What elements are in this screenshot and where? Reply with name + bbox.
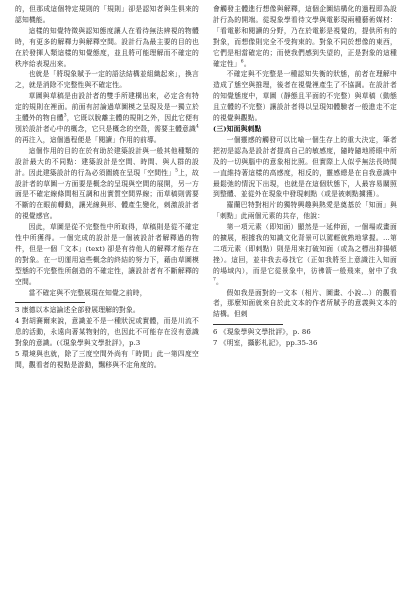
- paragraph-text: 草圖與草稿是由設計者的雙手所建構出來，必定含有特定的規則在裡面。前面有討論過草圖模之呈現及是一獨立於主體外的物自體: [15, 92, 199, 123]
- right-column: [213, 4, 397, 349]
- paragraph-text: 。: [243, 59, 251, 68]
- quote-paragraph: [213, 222, 397, 287]
- paragraph: [213, 4, 397, 69]
- footnote: 4 對胡賽爾來說，意識並不是一種狀況或實體，而是川流不息的活動，永遠向著某物射的，也因此不可能存在沒有意識對象的意識。(《現象學與文學批評》，p.3: [15, 317, 199, 348]
- paragraph-text: 上，故設計者的草圖一方面要是概念的呈現與空間的展開，另一方面是不確定線條間相互調和出實質空間界線；而草稿則需要不斷的在眼前轉動，讓光線與形、體產生變化，刺激設計者的視覺感官。: [15, 168, 200, 221]
- paragraph: [15, 91, 199, 146]
- footnote-marker: 6: [240, 59, 244, 65]
- footnote-marker: 7: [213, 277, 217, 283]
- footnote: 5 環境與也就，除了三度空間外尚有「時間」此一第四度空間，觀看者的視點是游動，飄移與不定角度的。: [15, 350, 199, 369]
- paragraph: 不確定與不完整是一種認知失衡的狀態，前者在理解中造成了態空與推理，後者在視覺裡產生了不協調。在設計者的知覺態度中，草圖（靜態且平面的不完整）與草稿（動態且立體的不完整）讓設計者得以呈現知體驗者一般進走不定的視覺與觀點。: [213, 70, 397, 123]
- footnote: 7 《明室，攝影札記》，pp.35-36: [213, 339, 318, 348]
- paragraph: 這樣的知覺特徵與認知態度讓人在看待無法辨視的物體時，有更多的解釋力與解釋空間。設計行為最主要的目的也在於發揮人類這樣的知覺態度，並且將可能理解而不確定的秩序給表現出來。: [15, 26, 199, 68]
- left-column: [15, 4, 199, 371]
- footnote-marker: 5: [175, 168, 179, 174]
- paragraph-text: 會觸發主體進行想像與解釋，這個企圖結構化的過程即為設計行為的開端。從現象學看待文學與電影現兩種藝術媒材：「看電影和閱讀的分野，乃在於電影是視覺的，提供所有的對象，而想像則完全不受拘束的。對象不同於想像的東西，它們是相當確定的；而使我們感到失望的，正是對象的這種確定性」: [213, 5, 397, 68]
- section-heading: (三)知面與刺點: [213, 124, 262, 133]
- footnote: 6 《現象學與文學批評》，p. 86: [213, 328, 311, 337]
- paragraph: 一個靈感的觸發可以比喻一個生存上的重大決定，筆者把初是認為是設計者提高自己的敏感度，隨時隨地將眼中所及的一切與腦中的意象相比照。但實際上人似乎無法長時間一直維持著這樣的高感度，相反的，靈感總是在自我意識中最鬆弛的情況下出現，也就是在這個狀態下，人最容易關照到整體、並從外在現象中發現刺點（或是被刺點擄獲）。: [213, 135, 397, 199]
- paragraph-text: 的再注入，這個過程便是「閱讀」作用的前導。: [15, 135, 161, 144]
- paragraph: 的，但那成這個特定規則的「規則」卻是認知者與生俱來的認知機能。: [15, 5, 199, 24]
- paragraph-text: 。: [216, 277, 223, 286]
- paragraph-text: 這個作用的目的在於有助於建築設計與一般其他種類的設計最大的不同點：建築設計是空間、時間、與人群的設計。因此建築設計的行為必須圍繞在呈現「空間性」: [15, 146, 199, 177]
- footnotes: [213, 327, 397, 349]
- footnote-marker: 3: [63, 113, 67, 119]
- paragraph: 也就是「將現象賦予一定的語法結構並組織起來」，換言之，就是消除不完整性與不確定性。: [15, 70, 199, 90]
- footnote-divider: [15, 302, 85, 303]
- paragraph: 羅蘭巴特對相片的獨特興趣與熱愛是奠基於「知面」與「刺點」此兩個元素的共存，他說：: [213, 201, 397, 221]
- paragraph-text: ，它既以脫離主體的規則之外，因此它便有別於設計者心中的概念，它只是概念的空殼，需要主體意識: [15, 114, 199, 133]
- paragraph: 因此，草圖是從不完整性中所取得，草稿則是從不確定性中所獲得。一個完成的設計是一個被設計者解釋過的物件，但是一個「文本」(text) 卻是有待他人的解釋才能存在的對象。在一切運用這些概念的終結的努力下，藉由草圖模型態的不完整性所創造的不確定性，讓設計者有不斷解釋的空間。: [15, 223, 199, 286]
- footnote: 3 康德以本這論述全部發展理解的對象。: [15, 306, 140, 315]
- paragraph: 當不確定與不完整展現在知覺之前時，: [28, 288, 147, 297]
- footnotes: [15, 305, 199, 370]
- footnote-divider: [213, 324, 283, 325]
- paragraph: 假如我是面對的一文本（相片、圖畫、小說…）的觀看者，那麼知面就來自於此文本的作者所賦予的意義與文本的結構。但刺: [213, 288, 397, 319]
- paragraph: [15, 146, 199, 222]
- paragraph-text: 第一項元素（即知面）顯然是一延伸面，一個場或畫面的擴展，根據我的知識文化背景可以駕輕就熟地掌握。…第二項元素（即刺點）則是用來打破知面（或為之標出抑揚頓挫）。這回，並非我去尋找它（正如我將至上意識注入知面的場域內），而是它從景象中，彷彿箭一般飛來，射中了我: [213, 223, 397, 275]
- footnote-marker: 4: [195, 124, 199, 130]
